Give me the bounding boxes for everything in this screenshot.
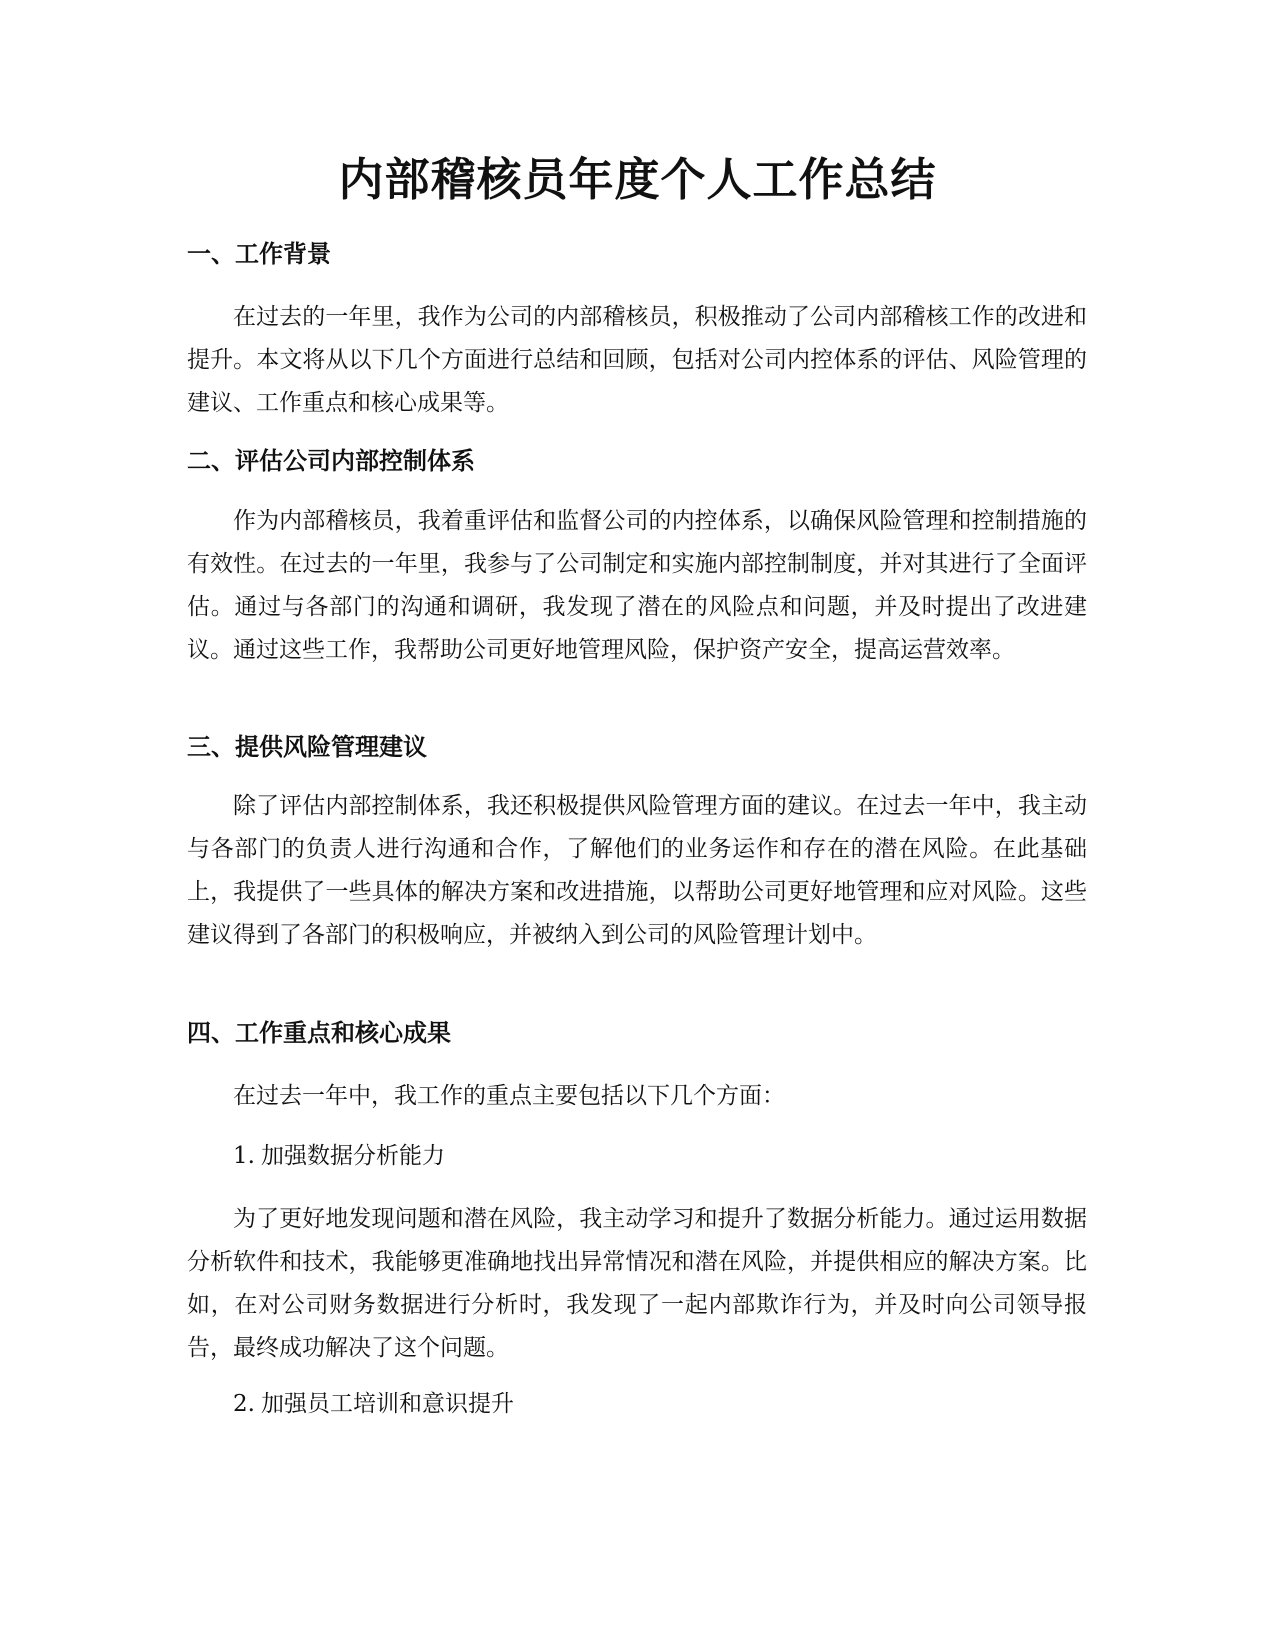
list-item-number: 2. <box>233 1391 255 1417</box>
section-heading-internal-control: 二、评估公司内部控制体系 <box>187 447 475 475</box>
section-heading-risk-advice: 三、提供风险管理建议 <box>187 733 427 761</box>
page-title: 内部稽核员年度个人工作总结 <box>338 153 937 206</box>
list-item-staff-training <box>233 1383 514 1426</box>
section-heading-background: 一、工作背景 <box>187 240 331 268</box>
list-item-data-analysis <box>233 1135 445 1178</box>
section-intro-key-results: 在过去一年中，我工作的重点主要包括以下几个方面： <box>233 1083 785 1109</box>
list-item-paragraph-data-analysis: 为了更好地发现问题和潜在风险，我主动学习和提升了数据分析能力。通过运用数据分析软件和技术，我能够更准确地找出异常情况和潜在风险，并提供相应的解决方案。比如，在对公司财务数据进行分析时，我发现了一起内部欺诈行为，并及时向公司领导报告，最终成功解决了这个问题。 <box>187 1206 1087 1361</box>
section-paragraph-internal-control: 作为内部稽核员，我着重评估和监督公司的内控体系，以确保风险管理和控制措施的有效性。在过去的一年里，我参与了公司制定和实施内部控制制度，并对其进行了全面评估。通过与各部门的沟通和调研，我发现了潜在的风险点和问题，并及时提出了改进建议。通过这些工作，我帮助公司更好地管理风险，保护资产安全，提高运营效率。 <box>187 508 1087 663</box>
list-item-title: 加强员工培训和意识提升 <box>260 1391 514 1417</box>
list-item-title: 加强数据分析能力 <box>260 1143 445 1169</box>
section-heading-key-results: 四、工作重点和核心成果 <box>187 1019 451 1047</box>
section-paragraph-risk-advice: 除了评估内部控制体系，我还积极提供风险管理方面的建议。在过去一年中，我主动与各部门的负责人进行沟通和合作，了解他们的业务运作和存在的潜在风险。在此基础上，我提供了一些具体的解决方案和改进措施，以帮助公司更好地管理和应对风险。这些建议得到了各部门的积极响应，并被纳入到公司的风险管理计划中。 <box>187 793 1087 948</box>
section-paragraph-background: 在过去的一年里，我作为公司的内部稽核员，积极推动了公司内部稽核工作的改进和提升。本文将从以下几个方面进行总结和回顾，包括对公司内控体系的评估、风险管理的建议、工作重点和核心成果等。 <box>187 304 1087 416</box>
list-item-number: 1. <box>233 1143 255 1169</box>
